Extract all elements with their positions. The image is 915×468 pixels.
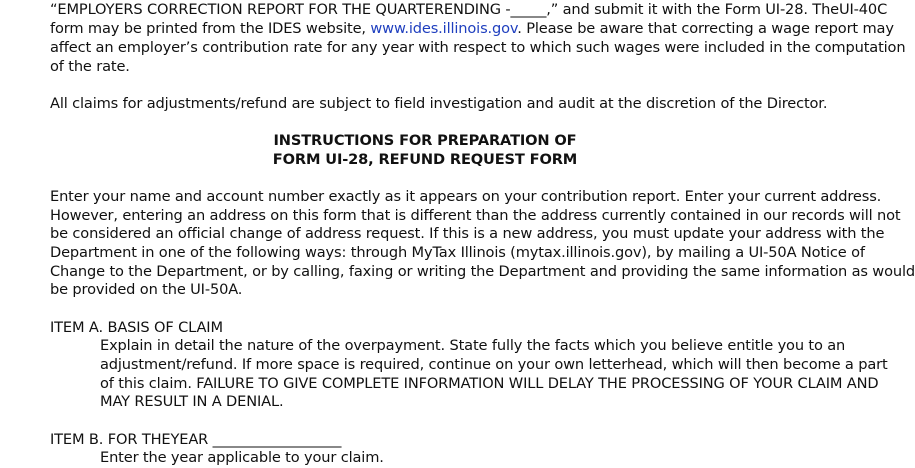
item-a-line3: of this claim. FAILURE TO GIVE COMPLETE INFORMATION WILL DELAY THE PROCESSING OF YOUR CLAIM AND (100, 375, 879, 392)
heading-line1: INSTRUCTIONS FOR PREPARATION OF (273, 132, 577, 149)
para1-line2-end: . Please be aware that correcting a wage report may (517, 20, 894, 37)
para3-line5: Change to the Department, or by calling, faxing or writing the Department and providing the same information as would (50, 263, 915, 280)
para1-line2 (50, 20, 894, 39)
heading-line2: FORM UI-28, REFUND REQUEST FORM (272, 151, 578, 168)
item-a-line1: Explain in detail the nature of the overpayment. State fully the facts which you believe entitle you to an (100, 337, 846, 354)
para3-line1: Enter your name and account number exactly as it appears on your contribution report. Enter your current address. (50, 188, 882, 205)
item-a-line2: adjustment/refund. If more space is required, continue on your own letterhead, which will then become a part (100, 356, 888, 373)
item-b-title: ITEM B. FOR THEYEAR __________________ (50, 431, 342, 448)
item-a-title: ITEM A. BASIS OF CLAIM (50, 319, 223, 336)
para3-line4: Department in one of the following ways: through MyTax Illinois (mytax.illinois.gov), by mailing a UI-50A Notice of (50, 244, 865, 261)
para1-line4: of the rate. (50, 58, 130, 75)
para3-line6: be provided on the UI-50A. (50, 281, 243, 298)
item-b-line1: Enter the year applicable to your claim. (100, 449, 384, 466)
para1-line3: affect an employer’s contribution rate for any year with respect to which such wages were included in the computation (50, 39, 906, 56)
para2-text: All claims for adjustments/refund are subject to field investigation and audit at the discretion of the Director. (50, 95, 828, 112)
para1-line1: “EMPLOYERS CORRECTION REPORT FOR THE QUARTERENDING -_____,” and submit it with the Form UI-28. TheUI-40C (50, 1, 888, 18)
para1-line2-start: form may be printed from the IDES website, (50, 20, 371, 37)
para3-line2: However, entering an address on this form that is different than the address currently contained in our records will not (50, 207, 901, 224)
ides-website-link[interactable]: www.ides.illinois.gov (370, 20, 518, 37)
para3-line3: be considered an official change of address request. If this is a new address, you must update your address with the (50, 225, 885, 242)
item-a-line4: MAY RESULT IN A DENIAL. (100, 393, 284, 410)
